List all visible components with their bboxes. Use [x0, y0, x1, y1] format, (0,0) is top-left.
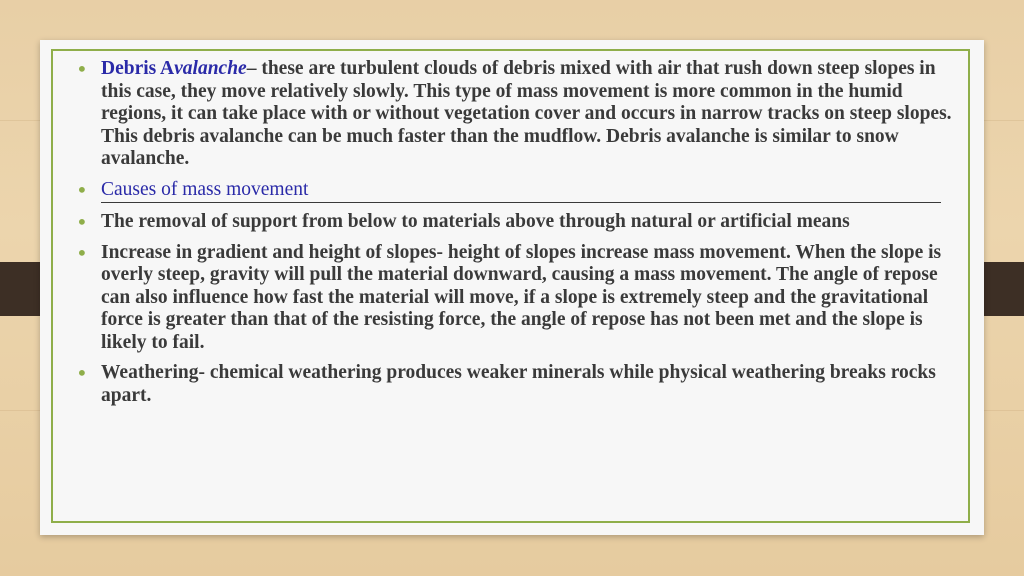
- bullet-removal-support: [60, 211, 960, 234]
- bullet-body: Weathering- chemical weathering produces weaker minerals while physical weathering breaks rocks apart.: [101, 362, 936, 406]
- bullet-body: The removal of support from below to materials above through natural or artificial means: [101, 211, 850, 232]
- left-tab-decoration: [0, 262, 40, 316]
- section-heading: Causes of mass movement: [101, 178, 309, 200]
- bullet-gradient: [60, 242, 960, 355]
- right-tab-decoration: [984, 262, 1024, 316]
- bullet-body: Increase in gradient and height of slopes- height of slopes increase mass movement. When the slope is overly steep, gravity will pull the material downward, causing a mass movement. The angle of repose can also influence how fast the material will move, if a slope is extremely steep and the gravitational force is greater than that of the resisting force, the angle of repose has not been met and the slope is likely to fail.: [101, 241, 942, 353]
- term-label: Debris A: [101, 58, 175, 79]
- bullet-body: – these are turbulent clouds of debris mixed with air that rush down steep slopes in this case, they move relatively slowly. This type of mass movement is more common in the humid regions, it can take place with or without vegetation cover and occurs in narrow tracks on steep slopes. This debris avalanche can be much faster than the mudflow. Debris avalanche is similar to snow avalanche.: [101, 58, 952, 169]
- bullet-icon: •: [76, 361, 88, 385]
- bullet-icon: •: [76, 240, 88, 265]
- bullet-icon: •: [76, 177, 88, 202]
- term-label-italic: valanche: [174, 58, 247, 79]
- bullet-weathering: [60, 362, 960, 407]
- bullet-causes-heading: [60, 179, 960, 204]
- bullet-list: [60, 58, 960, 415]
- bullet-debris-avalanche: [60, 58, 960, 171]
- bullet-icon: •: [76, 210, 88, 234]
- bullet-icon: •: [76, 57, 88, 81]
